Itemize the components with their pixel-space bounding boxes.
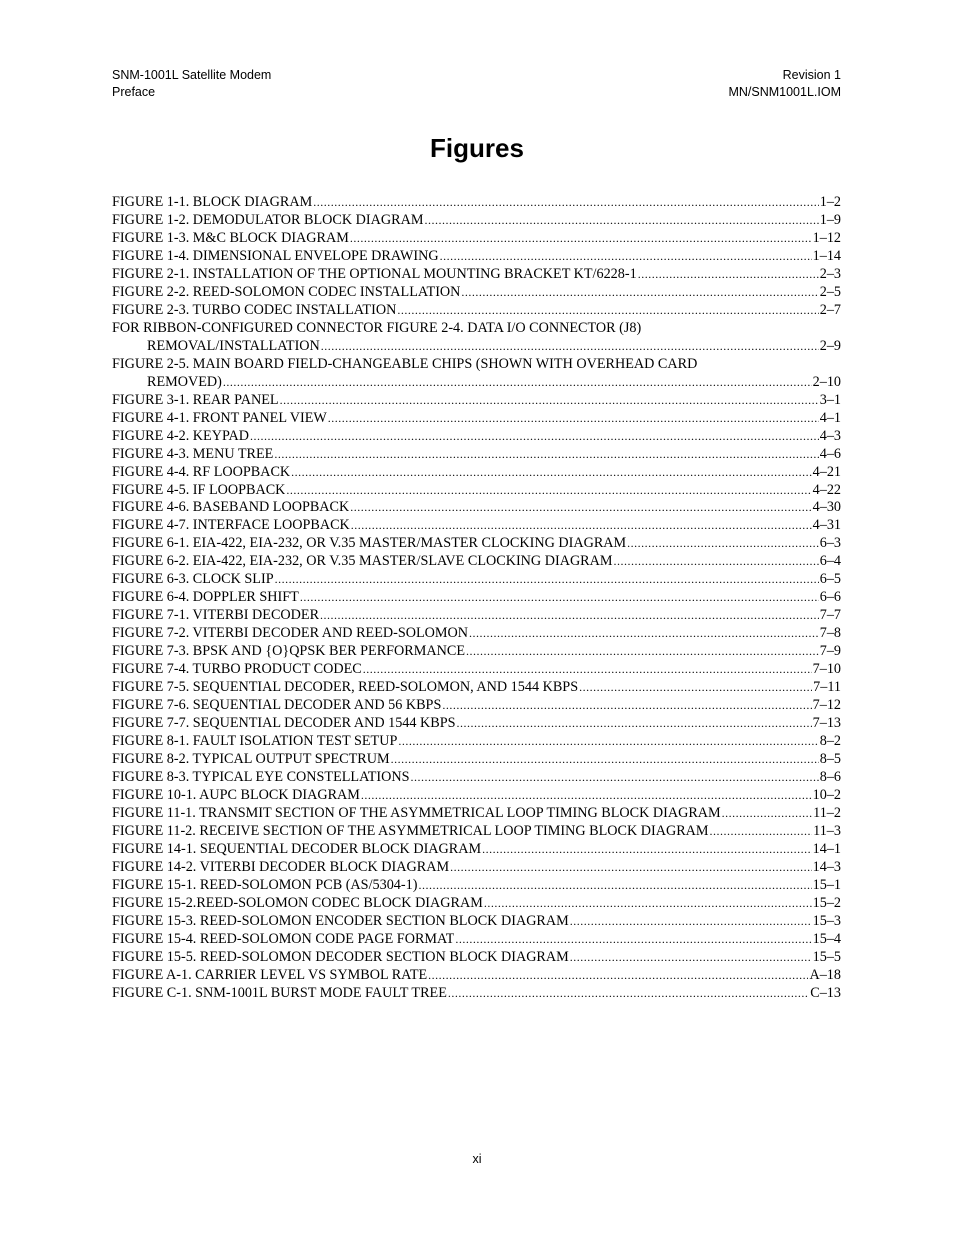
toc-entry-line: [112, 535, 841, 553]
toc-entry-label: FIGURE 4-3. MENU TREE: [112, 445, 274, 462]
toc-entry[interactable]: [112, 230, 841, 248]
toc-entry-first-line: FOR RIBBON-CONFIGURED CONNECTOR FIGURE 2-4. DATA I/O CONNECTOR (J8): [112, 319, 642, 336]
toc-entry-label: FIGURE 1-4. DIMENSIONAL ENVELOPE DRAWING: [112, 247, 439, 264]
toc-entry[interactable]: [112, 212, 841, 230]
toc-entry-line: [112, 499, 841, 517]
toc-entry-label: FIGURE 4-7. INTERFACE LOOPBACK: [112, 517, 350, 534]
toc-entry-line: [112, 877, 841, 895]
toc-entry-line: [112, 410, 841, 428]
toc-entry[interactable]: [112, 266, 841, 284]
dot-leader: [442, 697, 811, 715]
toc-entry-page: 8–5: [819, 751, 841, 768]
dot-leader: [275, 571, 819, 589]
toc-entry-line: [112, 679, 841, 697]
toc-entry-label: FIGURE 15-1. REED-SOLOMON PCB (AS/5304-1): [112, 876, 418, 893]
toc-entry-page: 10–2: [812, 786, 841, 803]
toc-entry[interactable]: [112, 535, 841, 553]
toc-entry-line: [112, 643, 841, 661]
dot-leader: [397, 302, 818, 320]
dot-leader: [418, 877, 811, 895]
toc-entry-label: FIGURE 1-3. M&C BLOCK DIAGRAM: [112, 229, 349, 246]
dot-leader: [411, 769, 819, 787]
toc-entry[interactable]: [112, 715, 841, 733]
toc-entry-page: 6–4: [819, 553, 841, 570]
toc-entry[interactable]: [112, 679, 841, 697]
toc-entry[interactable]: [112, 302, 841, 320]
toc-entry[interactable]: [112, 877, 841, 895]
toc-entry-page: 6–6: [819, 589, 841, 606]
toc-entry-line: [112, 733, 841, 751]
dot-leader: [448, 985, 809, 1003]
toc-entry-page: 7–7: [819, 607, 841, 624]
section-name: Preface: [112, 84, 156, 99]
dot-leader: [363, 661, 812, 679]
toc-entry[interactable]: [112, 356, 841, 392]
toc-entry-page: 4–1: [819, 409, 841, 426]
toc-entry-line: [112, 482, 841, 500]
toc-entry-line: [112, 374, 841, 392]
toc-entry[interactable]: [112, 769, 841, 787]
toc-entry-page: 6–3: [819, 535, 841, 552]
toc-entry[interactable]: [112, 661, 841, 679]
toc-entry-page: 7–8: [819, 625, 841, 642]
toc-entry-page: 15–5: [812, 948, 841, 965]
toc-entry-line: [112, 805, 841, 823]
toc-entry-label: FIGURE 14-1. SEQUENTIAL DECODER BLOCK DIAGRAM: [112, 840, 482, 857]
dot-leader: [350, 499, 811, 517]
dot-leader: [391, 751, 819, 769]
toc-entry-page: 4–21: [812, 463, 841, 480]
toc-entry[interactable]: [112, 428, 841, 446]
dot-leader: [614, 553, 819, 571]
toc-entry-label: FIGURE 15-2.REED-SOLOMON CODEC BLOCK DIAGRAM: [112, 894, 483, 911]
dot-leader: [440, 248, 812, 266]
toc-entry-page: 7–13: [812, 715, 841, 732]
toc-entry-label: FIGURE 11-2. RECEIVE SECTION OF THE ASYMMETRICAL LOOP TIMING BLOCK DIAGRAM: [112, 822, 709, 839]
toc-entry-line: [112, 284, 841, 302]
toc-entry-page: C–13: [810, 984, 841, 1001]
toc-entry-page: 6–5: [819, 571, 841, 588]
toc-entry[interactable]: [112, 931, 841, 949]
toc-entry-line: [112, 967, 841, 985]
toc-entry-label: FIGURE 14-2. VITERBI DECODER BLOCK DIAGRAM: [112, 858, 450, 875]
toc-entry-page: 7–10: [812, 661, 841, 678]
manual-title: SNM-1001L Satellite Modem: [112, 68, 272, 82]
toc-entry-label: FIGURE 6-2. EIA-422, EIA-232, OR V.35 MASTER/SLAVE CLOCKING DIAGRAM: [112, 553, 613, 570]
toc-entry[interactable]: [112, 284, 841, 302]
toc-entry-label: REMOVAL/INSTALLATION: [147, 337, 320, 354]
toc-entry-label: FIGURE 7-2. VITERBI DECODER AND REED-SOLOMON: [112, 625, 468, 642]
toc-entry[interactable]: [112, 751, 841, 769]
toc-entry-page: 14–1: [812, 840, 841, 857]
toc-entry-label: FIGURE 8-1. FAULT ISOLATION TEST SETUP: [112, 733, 398, 750]
toc-entry[interactable]: [112, 553, 841, 571]
toc-entry-label: FIGURE A-1. CARRIER LEVEL VS SYMBOL RATE: [112, 966, 428, 983]
toc-entry-page: 1–12: [812, 229, 841, 246]
running-header-right: [728, 67, 841, 100]
toc-entry-page: 14–3: [812, 858, 841, 875]
document-number: MN/SNM1001L.IOM: [728, 84, 841, 99]
toc-entry[interactable]: [112, 823, 841, 841]
toc-entry-line: [112, 517, 841, 535]
toc-entry-line: [112, 248, 841, 266]
toc-entry-line: [112, 715, 841, 733]
toc-entry[interactable]: [112, 895, 841, 913]
toc-entry-label: FIGURE 7-3. BPSK AND {O}QPSK BER PERFORMANCE: [112, 643, 466, 660]
dot-leader: [250, 428, 819, 446]
toc-entry-label: FIGURE 2-3. TURBO CODEC INSTALLATION: [112, 301, 397, 318]
toc-entry-line: [112, 212, 841, 230]
dot-leader: [350, 230, 812, 248]
toc-entry-page: 11–3: [813, 822, 841, 839]
toc-entry-page: 4–22: [812, 481, 841, 498]
toc-entry[interactable]: [112, 697, 841, 715]
dot-leader: [321, 338, 819, 356]
toc-entry-line: [112, 625, 841, 643]
toc-entry[interactable]: [112, 194, 841, 212]
revision: Revision 1: [782, 68, 841, 82]
toc-entry-label: FIGURE 8-2. TYPICAL OUTPUT SPECTRUM: [112, 751, 390, 768]
dot-leader: [450, 859, 812, 877]
toc-entry-line: [112, 859, 841, 877]
toc-entry-line: [112, 661, 841, 679]
dot-leader: [398, 733, 818, 751]
toc-entry[interactable]: [112, 446, 841, 464]
toc-entry-line: [112, 571, 841, 589]
toc-entry[interactable]: [112, 787, 841, 805]
toc-entry-line: [112, 697, 841, 715]
toc-entry[interactable]: [112, 859, 841, 877]
toc-entry[interactable]: [112, 410, 841, 428]
toc-entry-label: FIGURE 15-3. REED-SOLOMON ENCODER SECTION BLOCK DIAGRAM: [112, 912, 569, 929]
toc-entry-label: FIGURE 4-5. IF LOOPBACK: [112, 481, 286, 498]
toc-entry[interactable]: [112, 320, 841, 356]
dot-leader: [223, 374, 812, 392]
dot-leader: [320, 607, 819, 625]
toc-entry-line: [112, 446, 841, 464]
toc-entry[interactable]: [112, 967, 841, 985]
dot-leader: [482, 841, 812, 859]
dot-leader: [461, 284, 818, 302]
dot-leader: [579, 679, 812, 697]
toc-entry-line: [112, 302, 841, 320]
toc-entry[interactable]: [112, 589, 841, 607]
toc-entry-line: [112, 913, 841, 931]
toc-entry-page: 7–11: [813, 679, 841, 696]
toc-entry-page: 2–7: [819, 301, 841, 318]
dot-leader: [280, 392, 819, 410]
page-title: Figures: [430, 133, 524, 163]
toc-entry[interactable]: [112, 805, 841, 823]
toc-entry-page: 4–6: [819, 445, 841, 462]
toc-entry-line: [112, 985, 841, 1003]
toc-entry[interactable]: [112, 499, 841, 517]
dot-leader: [274, 446, 818, 464]
dot-leader: [351, 517, 812, 535]
toc-entry-page: 15–2: [812, 894, 841, 911]
toc-entry-line: [112, 787, 841, 805]
toc-entry[interactable]: [112, 517, 841, 535]
toc-entry-page: 2–9: [819, 337, 841, 354]
dot-leader: [313, 194, 819, 212]
dot-leader: [638, 266, 819, 284]
dot-leader: [424, 212, 818, 230]
toc-entry-line: [112, 841, 841, 859]
toc-entry[interactable]: [112, 571, 841, 589]
toc-entry[interactable]: [112, 625, 841, 643]
toc-entry-label: FIGURE 1-1. BLOCK DIAGRAM: [112, 194, 313, 210]
toc-entry-line: [112, 464, 841, 482]
toc-entry[interactable]: [112, 913, 841, 931]
toc-entry-label: FIGURE 11-1. TRANSMIT SECTION OF THE ASYMMETRICAL LOOP TIMING BLOCK DIAGRAM: [112, 804, 721, 821]
toc-entry-line: [112, 823, 841, 841]
toc-entry-label: FIGURE 1-2. DEMODULATOR BLOCK DIAGRAM: [112, 211, 424, 228]
toc-entry-line: [112, 751, 841, 769]
toc-entry-label: FIGURE 2-2. REED-SOLOMON CODEC INSTALLATION: [112, 283, 461, 300]
toc-entry-line: [112, 553, 841, 571]
toc-entry-label: FIGURE 7-4. TURBO PRODUCT CODEC: [112, 661, 362, 678]
toc-entry-page: 7–9: [819, 643, 841, 660]
toc-entry-label: FIGURE 6-1. EIA-422, EIA-232, OR V.35 MASTER/MASTER CLOCKING DIAGRAM: [112, 535, 627, 552]
toc-entry-page: 2–3: [819, 265, 841, 282]
dot-leader: [484, 895, 812, 913]
toc-entry[interactable]: [112, 643, 841, 661]
dot-leader: [722, 805, 812, 823]
toc-entry-page: 2–5: [819, 283, 841, 300]
toc-entry-line: [112, 769, 841, 787]
toc-entry-page: 15–1: [812, 876, 841, 893]
dot-leader: [361, 787, 812, 805]
toc-entry-page: 2–10: [812, 373, 841, 390]
toc-entry-page: 4–3: [819, 427, 841, 444]
toc-entry-line: [112, 931, 841, 949]
dot-leader: [570, 913, 812, 931]
dot-leader: [570, 949, 812, 967]
toc-entry-page: 11–2: [813, 804, 841, 821]
toc-entry-line: [112, 230, 841, 248]
toc-entry-page: A–18: [809, 966, 841, 983]
toc-entry-line: [112, 338, 841, 356]
toc-entry-label: FIGURE 6-3. CLOCK SLIP: [112, 571, 274, 588]
toc-entry-label: FIGURE 8-3. TYPICAL EYE CONSTELLATIONS: [112, 769, 410, 785]
toc-entry[interactable]: [112, 607, 841, 625]
toc-entry-page: 15–4: [812, 930, 841, 947]
toc-entry-first-line: FIGURE 2-5. MAIN BOARD FIELD-CHANGEABLE CHIPS (SHOWN WITH OVERHEAD CARD: [112, 355, 698, 372]
page-number: xi: [472, 1152, 482, 1166]
toc-entry-label: FIGURE 4-6. BASEBAND LOOPBACK: [112, 499, 350, 516]
toc-entry-page: 4–30: [812, 499, 841, 516]
toc-entry-label: FIGURE 15-4. REED-SOLOMON CODE PAGE FORMAT: [112, 930, 455, 947]
running-header-left: [112, 67, 271, 100]
toc-entry-label: FIGURE 2-1. INSTALLATION OF THE OPTIONAL MOUNTING BRACKET KT/6228-1: [112, 265, 637, 282]
toc-entry-label: FIGURE 15-5. REED-SOLOMON DECODER SECTION BLOCK DIAGRAM: [112, 948, 569, 965]
list-of-figures: [112, 194, 841, 1003]
toc-entry-page: 1–14: [812, 247, 841, 264]
toc-entry[interactable]: [112, 464, 841, 482]
toc-entry-page: 4–31: [812, 517, 841, 534]
dot-leader: [466, 643, 819, 661]
toc-entry[interactable]: [112, 733, 841, 751]
dot-leader: [300, 589, 819, 607]
toc-entry-label: FIGURE 7-6. SEQUENTIAL DECODER AND 56 KBPS: [112, 697, 442, 714]
toc-entry-line: [112, 266, 841, 284]
toc-entry-page: 1–2: [819, 194, 841, 210]
toc-entry-line: [112, 895, 841, 913]
dot-leader: [428, 967, 808, 985]
toc-entry-label: FIGURE 7-5. SEQUENTIAL DECODER, REED-SOLOMON, AND 1544 KBPS: [112, 679, 579, 696]
toc-entry[interactable]: [112, 482, 841, 500]
toc-entry-label: FIGURE 7-7. SEQUENTIAL DECODER AND 1544 KBPS: [112, 715, 456, 732]
toc-entry[interactable]: [112, 248, 841, 266]
toc-entry-label: FIGURE 7-1. VITERBI DECODER: [112, 607, 320, 624]
toc-entry-label: FIGURE 10-1. AUPC BLOCK DIAGRAM: [112, 786, 360, 803]
toc-entry-line: [112, 607, 841, 625]
toc-entry[interactable]: [112, 841, 841, 859]
toc-entry-page: 7–12: [812, 697, 841, 714]
toc-entry-page: 1–9: [819, 211, 841, 228]
toc-entry[interactable]: [112, 392, 841, 410]
toc-entry-line: [112, 428, 841, 446]
toc-entry-page: 15–3: [812, 912, 841, 929]
dot-leader: [286, 482, 811, 500]
toc-entry-line: [112, 194, 841, 212]
dot-leader: [627, 535, 819, 553]
dot-leader: [455, 931, 811, 949]
dot-leader: [291, 464, 811, 482]
toc-entry-line: [112, 392, 841, 410]
dot-leader: [328, 410, 819, 428]
toc-entry-line: [112, 949, 841, 967]
toc-entry-label: FIGURE C-1. SNM-1001L BURST MODE FAULT TREE: [112, 984, 447, 1001]
toc-entry-label: FIGURE 3-1. REAR PANEL: [112, 391, 279, 408]
toc-entry-page: 8–2: [819, 733, 841, 750]
toc-entry-page: 8–6: [819, 769, 841, 785]
toc-entry-label: FIGURE 4-2. KEYPAD: [112, 427, 250, 444]
toc-entry[interactable]: [112, 985, 841, 1003]
toc-entry-label: FIGURE 4-4. RF LOOPBACK: [112, 463, 291, 480]
dot-leader: [457, 715, 812, 733]
toc-entry-line: [112, 589, 841, 607]
toc-entry-page: 3–1: [819, 391, 841, 408]
toc-entry[interactable]: [112, 949, 841, 967]
dot-leader: [469, 625, 819, 643]
toc-entry-label: FIGURE 4-1. FRONT PANEL VIEW: [112, 409, 327, 426]
toc-entry-label: FIGURE 6-4. DOPPLER SHIFT: [112, 589, 299, 606]
dot-leader: [710, 823, 813, 841]
toc-entry-label: REMOVED): [147, 373, 222, 390]
